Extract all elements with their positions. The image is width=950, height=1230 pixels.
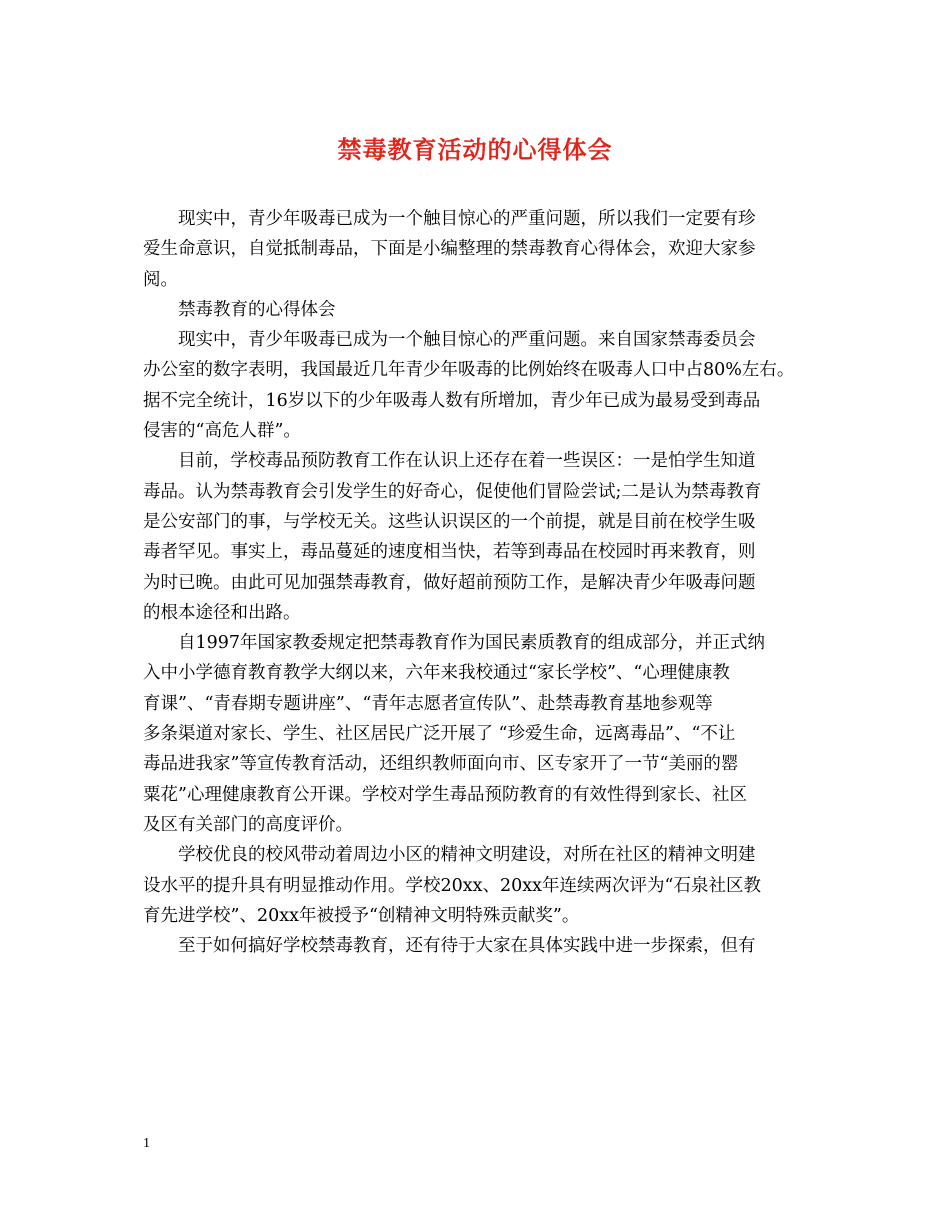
paragraph-subheading: 禁毒教育的心得体会 bbox=[178, 299, 336, 320]
paragraph-conclusion: 至于如何搞好学校禁毒教育，还有待于大家在具体实践中进一步探索，但有 bbox=[178, 936, 756, 957]
document-body bbox=[143, 204, 823, 961]
document-title: 禁毒教育活动的心得体会 bbox=[337, 135, 613, 164]
paragraph-community: 学校优良的校风带动着周边小区的精神文明建设，对所在社区的精神文明建 设水平的提升具有明显推动作用。学校20xx、20xx年连续两次评为“石泉社区教 育先进学校”、20xx年被授予“创精神文明特殊贡献奖”。 bbox=[143, 845, 761, 926]
paragraph-misconceptions: 目前，学校毒品预防教育工作在认识上还存在着一些误区：一是怕学生知道 毒品。认为禁毒教育会引发学生的好奇心，促使他们冒险尝试;二是认为禁毒教育 是公安部门的事，与学校无关。这些认识误区的一个前提，就是目前在校学生吸 毒者罕见。事实上，毒品蔓延的速度相当快，若等到毒品在校园时再来教育，则 为时已晚。由此可见加强禁毒教育，做好超前预防工作，是解决青少年吸毒问题 的根本途径和出路。 bbox=[143, 451, 762, 623]
paragraph-school-activities: 自1997年国家教委规定把禁毒教育作为国民素质教育的组成部分，并正式纳 入中小学德育教育教学大纲以来，六年来我校通过“家长学校”、“心理健康教 育课”、“青春期专题讲座”、“青年志愿者宣传队”、赴禁毒教育基地参观等 多条渠道对家长、学生、社区居民广泛开展了 “珍爱生命，远离毒品”、“不让 毒品进我家”等宣传教育活动，还组织教师面向市、区专家开了一节“美丽的罂 粟花”心理健康教育公开课。学校对学生毒品预防教育的有效性得到家长、社区 及区有关部门的高度评价。 bbox=[143, 633, 766, 835]
paragraph-intro: 现实中，青少年吸毒已成为一个触目惊心的严重问题，所以我们一定要有珍 爱生命意识，自觉抵制毒品，下面是小编整理的禁毒教育心得体会，欢迎大家参 阅。 bbox=[143, 209, 756, 290]
page-number: 1 bbox=[143, 1136, 150, 1151]
paragraph-statistics: 现实中，青少年吸毒已成为一个触目惊心的严重问题。来自国家禁毒委员会 办公室的数字表明，我国最近几年青少年吸毒的比例始终在吸毒人口中占80%左右。 据不完全统计，16岁以下的少年吸毒人数有所增加，青少年已成为最易受到毒品 侵害的“高危人群”。 bbox=[143, 330, 795, 442]
